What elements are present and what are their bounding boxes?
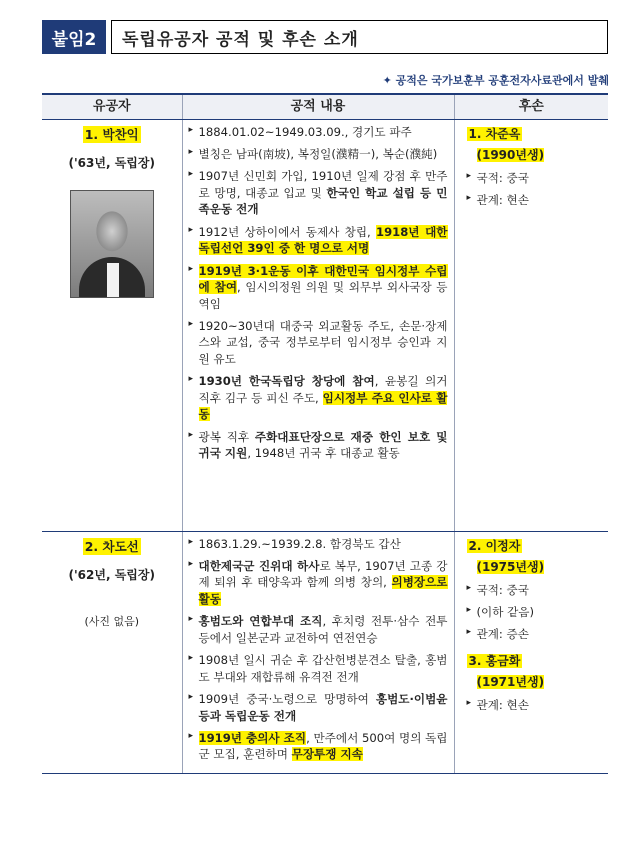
patriot-cell [42,119,182,531]
achievement-item: ▸ 1919년 3·1운동 이후 대한민국 임시정부 수립에 참여, 임시의정원 의원 및 외무부 외사국장 등 역임 [189,263,448,312]
achievements-cell [182,119,454,531]
achievement-item: ▸ 대한제국군 진위대 하사로 복무, 1907년 고종 강제 퇴위 후 태양욱과 함께 의병 창의, 의병장으로 활동 [189,558,448,607]
descendant-info: ▸ 국적: 중국 [467,582,603,598]
page-header [42,20,608,54]
descendant-name: 1. 차준옥 [468,126,521,141]
achievements-cell [182,531,454,773]
achievement-item: ▸ 홍범도와 연합부대 조직, 후치령 전투·삼수 전투 등에서 일본군과 교전하여 연전연승 [189,613,448,646]
table-row [42,119,608,531]
patriot-cell [42,531,182,773]
achievement-item: ▸ 1907년 신민회 가입, 1910년 일제 강점 후 만주로 망명, 대종교 입교 및 한국인 학교 설립 등 민족운동 전개 [189,168,448,217]
attachment-badge: 붙임2 [42,20,106,54]
achievement-item: ▸ 1919년 충의사 조직, 만주에서 500여 명의 독립군 모집, 훈련하며 무장투쟁 지속 [189,730,448,763]
descendant-name: 3. 홍금화 [468,653,521,668]
achievement-item: ▸ 1884.01.02~1949.03.09., 경기도 파주 [189,124,448,140]
source-note: ✦ 공적은 국가보훈부 공훈전자사료관에서 발췌 [382,74,609,87]
descendants-cell [454,531,608,773]
patriot-award: ('62년, 독립장) [68,568,155,583]
achievement-item: ▸ 1920~30년대 대중국 외교활동 주도, 손문·장제스와 교섭, 중국 정부로부터 임시정부 승인과 지원 유도 [189,318,448,367]
achievement-item: ▸ 1909년 중국·노령으로 망명하여 홍범도·이범윤 등과 독립운동 전개 [189,691,448,724]
descendant-name: 2. 이정자 [468,538,521,553]
photo-caption: (사진 없음) [84,615,140,629]
patriot-photo [70,190,154,298]
column-header-achievements: 공적 내용 [182,94,454,119]
achievement-item: ▸ 1930년 한국독립당 창당에 참여, 윤봉길 의거 직후 김구 등 피신 주도, 임시정부 주요 인사로 활동 [189,373,448,422]
descendant-info: ▸ 관계: 증손 [467,626,603,642]
achievement-item: ▸ 1863.1.29.~1939.2.8. 함경북도 갑산 [189,536,448,552]
patriot-table [42,93,608,774]
patriot-name: 1. 박찬익 [84,126,139,142]
descendants-cell [454,119,608,531]
descendant-birth: (1975년생) [476,559,545,574]
achievement-item: ▸ 1908년 일시 귀순 후 갑산헌병분견소 탈출, 홍범도 부대와 재합류해 유격전 전개 [189,652,448,685]
column-header-descendants: 후손 [454,94,608,119]
table-row [42,531,608,773]
descendant-birth: (1990년생) [476,147,545,162]
patriot-award: ('63년, 독립장) [68,156,155,171]
descendant-info: ▸ 관계: 현손 [467,192,603,208]
achievement-item: ▸ 별칭은 남파(南坡), 복정일(濮精一), 복순(濮純) [189,146,448,162]
patriot-name: 2. 차도선 [84,538,139,554]
descendant-info: ▸ 관계: 현손 [467,697,603,713]
descendant-info: ▸ 국적: 중국 [467,170,603,186]
descendant-birth: (1971년생) [476,674,545,689]
table-header-row [42,94,608,119]
descendant-info: ▸ (이하 같음) [467,604,603,620]
achievement-item: ▸ 광복 직후 주화대표단장으로 재중 한인 보호 및 귀국 지원, 1948년 귀국 후 대종교 활동 [189,429,448,462]
page-title: 독립유공자 공적 및 후손 소개 [111,20,608,54]
column-header-patriot: 유공자 [42,94,182,119]
achievement-item: ▸ 1912년 상하이에서 동제사 창립, 1918년 대한독립선언 39인 중 한 명으로 서명 [189,224,448,257]
